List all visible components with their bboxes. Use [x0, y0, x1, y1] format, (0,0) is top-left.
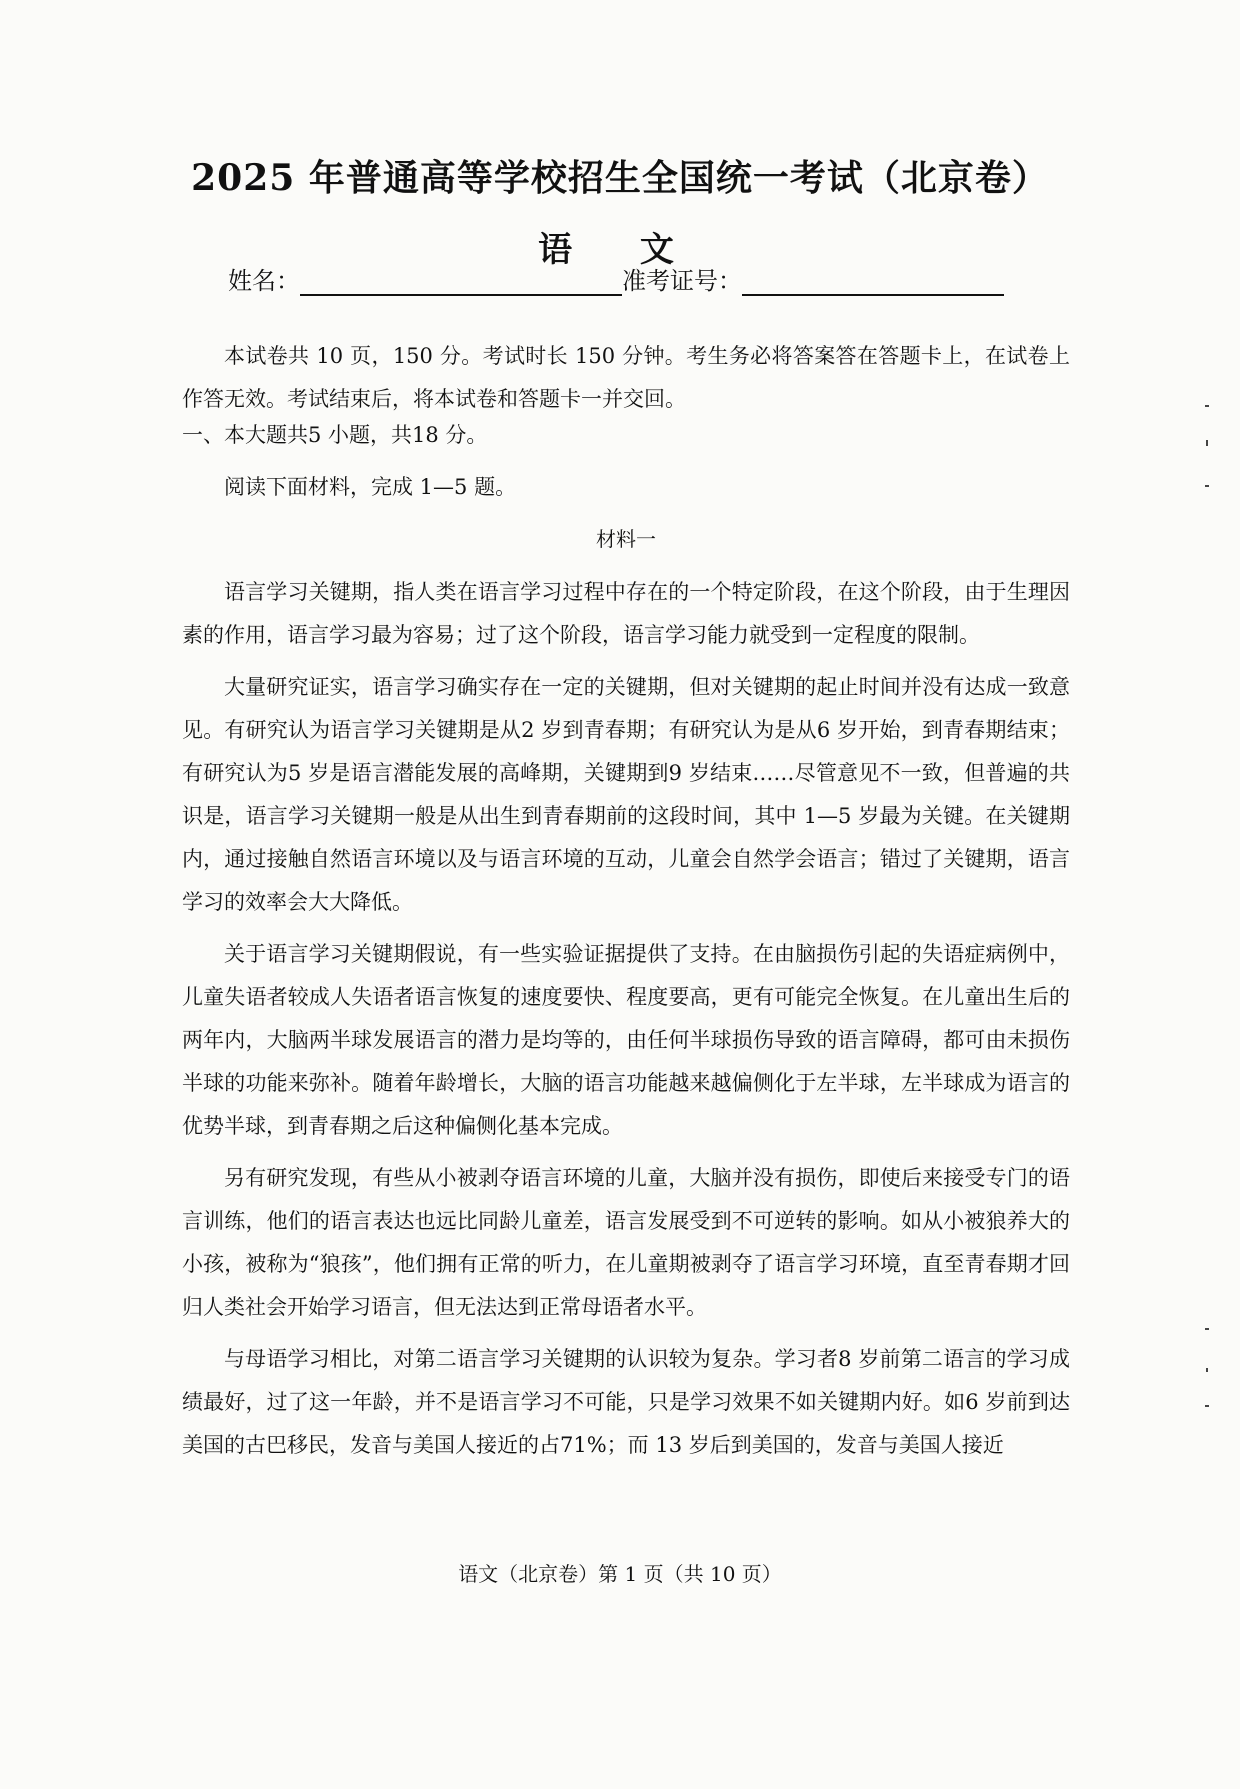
section-heading: 一、本大题共5 小题，共18 分。: [182, 423, 488, 447]
section-prompt: 阅读下面材料，完成 1—5 题。: [224, 475, 517, 499]
name-field[interactable]: [300, 266, 622, 296]
scan-mark: [1205, 1328, 1209, 1330]
name-label: 姓名：: [228, 267, 300, 295]
scan-mark: [1205, 485, 1209, 487]
paragraph: 大量研究证实，语言学习确实存在一定的关键期，但对关键期的起止时间并没有达成一致意见。有研究认为语言学习关键期是从2 岁到青春期；有研究认为是从6 岁开始，到青春期结束；有研究认为5 岁是语言潜能发展的高峰期，关键期到9 岁结束……尽管意见不一致，但普遍的共识是，语言学习关键期一般是从出生到青春期前的这段时间，其中 1—5 岁最为关键。在关键期内，通过接触自然语言环境以及与语言环境的互动，儿童会自然学会语言；错过了关键期，语言学习的效率会大大降低。: [182, 675, 1070, 914]
id-label: 准考证号：: [622, 267, 742, 295]
paragraph: 另有研究发现，有些从小被剥夺语言环境的儿童，大脑并没有损伤，即使后来接受专门的语言训练，他们的语言表达也远比同龄儿童差，语言发展受到不可逆转的影响。如从小被狼养大的小孩，被称为“狼孩”，他们拥有正常的听力，在儿童期被剥夺了语言学习环境，直至青春期才回归人类社会开始学习语言，但无法达到正常母语者水平。: [182, 1166, 1070, 1319]
scan-mark: [1205, 1405, 1209, 1407]
id-field[interactable]: [742, 266, 1004, 296]
scan-mark: [1206, 1368, 1208, 1372]
paragraph: 与母语学习相比，对第二语言学习关键期的认识较为复杂。学习者8 岁前第二语言的学习成绩最好，过了这一年龄，并不是语言学习不可能，只是学习效果不如关键期内好。如6 岁前到达美国的古巴移民，发音与美国人接近的占71%；而 13 岁后到美国的，发音与美国人接近: [182, 1347, 1070, 1457]
exam-title: 2025 年普通高等学校招生全国统一考试（北京卷）: [191, 157, 1049, 199]
subject-title: 语 文: [538, 230, 702, 270]
scan-mark: [1205, 405, 1209, 407]
scan-mark: [1206, 440, 1208, 446]
reading-section: [182, 414, 1070, 1476]
paragraph: 关于语言学习关键期假说，有一些实验证据提供了支持。在由脑损伤引起的失语症病例中，儿童失语者较成人失语者语言恢复的速度要快、程度要高，更有可能完全恢复。在儿童出生后的两年内，大脑两半球发展语言的潜力是均等的，由任何半球损伤导致的语言障碍，都可由未损伤半球的功能来弥补。随着年龄增长，大脑的语言功能越来越偏侧化于左半球，左半球成为语言的优势半球，到青春期之后这种偏侧化基本完成。: [182, 942, 1070, 1138]
instructions-text: 本试卷共 10 页，150 分。考试时长 150 分钟。考生务必将答案答在答题卡上，在试卷上作答无效。考试结束后，将本试卷和答题卡一并交回。: [182, 344, 1070, 411]
page-footer: 语文（北京卷）第 1 页（共 10 页）: [458, 1562, 782, 1586]
candidate-info-row: [228, 260, 1004, 296]
material-title: 材料一: [596, 527, 656, 551]
paragraph: 语言学习关键期，指人类在语言学习过程中存在的一个特定阶段，在这个阶段，由于生理因素的作用，语言学习最为容易；过了这个阶段，语言学习能力就受到一定程度的限制。: [182, 580, 1070, 647]
